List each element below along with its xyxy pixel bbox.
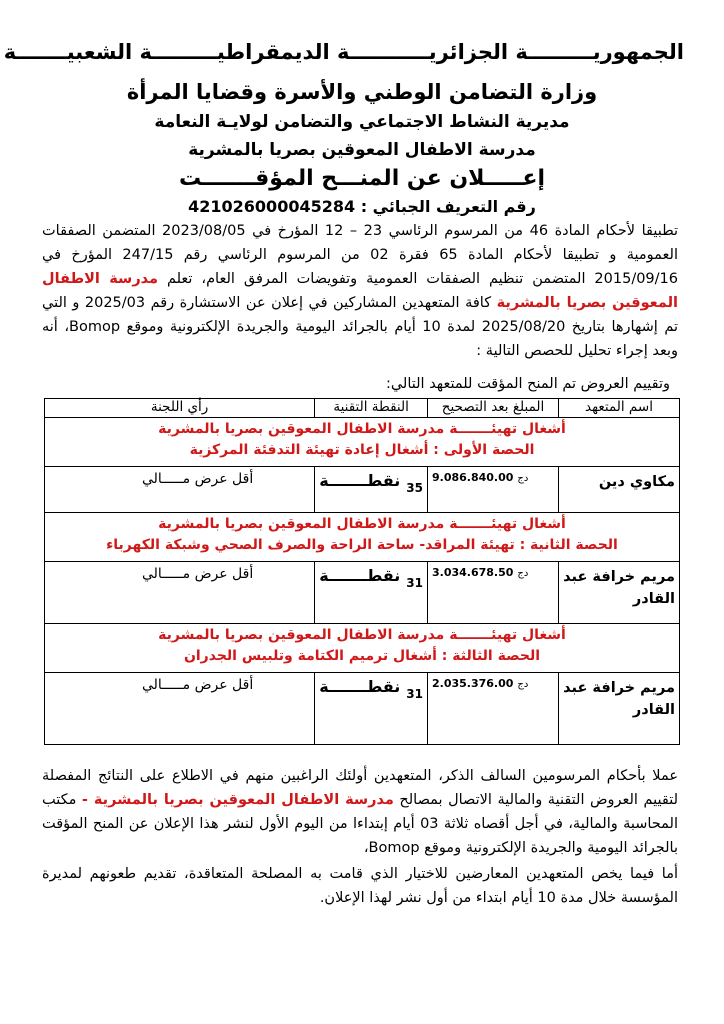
lot-1-currency: دج <box>517 473 529 484</box>
lot-2-name: الحصة الثانية : تهيئة المراقد- ساحة الراحة والصرف الصحي وشبكة الكهرباء <box>106 537 618 553</box>
lot-3-opinion: أقل عرض مـــــالي <box>45 673 315 745</box>
school-heading: مدرسة الاطفال المعوقين بصريا بالمشرية <box>188 140 536 160</box>
tax-id: رقم التعريف الجبائي : 421026000045284 <box>188 197 536 216</box>
table-row <box>45 562 680 624</box>
lot-2-opinion: أقل عرض مـــــالي <box>45 562 315 624</box>
directorate-heading: مديرية النشاط الاجتماعي والتضامن لولايـة النعامة <box>154 112 570 132</box>
lot-1-title <box>45 418 680 467</box>
lot-2-currency: دج <box>517 568 529 579</box>
lot-1-score-word: نقطـــــــة <box>319 471 401 490</box>
intro-text-2: كافة المتعهدين المشاركين في إعلان عن الاستشارة رقم 2025/03 و التي تم إشهارها بتاريخ 2025/08/20 لمدة 10 أيام بالجرائد اليومية والجريدة الإلكترونية وموقع Bomop، أنه وبعد إجراء تحليل للحصص التالية : <box>42 295 679 359</box>
header-score: النقطة التقنية <box>315 399 428 418</box>
outro-school-name: مدرسة الاطفال المعوقين بصريا بالمشرية - <box>81 792 394 808</box>
objection-paragraph: أما فيما يخص المتعهدين المعارضين للاختيار الذي قامت به المصلحة المتعاقدة، تقديم طعونهم لمديرة المؤسسة خلال مدة 10 أيام ابتداء من أول نشر لهذا الإعلان. <box>42 866 678 906</box>
lot-3-currency: دج <box>517 679 529 690</box>
lot-1-score-cell <box>315 467 428 513</box>
lot-2-bidder: مريم خرافة عبد القادر <box>559 562 680 624</box>
lot-3-score: 31 <box>406 687 423 701</box>
lot-2-title-row <box>45 513 680 562</box>
lot-2-amount-cell <box>428 562 559 624</box>
table-row <box>45 467 680 513</box>
lot-1-title-row <box>45 418 680 467</box>
lot-1-name: الحصة الأولى : أشغال إعادة تهيئة التدفئة المركزية <box>189 442 535 458</box>
lot-3-amount-cell <box>428 673 559 745</box>
lot-3-title <box>45 624 680 673</box>
lot-3-bidder: مريم خرافة عبد القادر <box>559 673 680 745</box>
evaluation-line: وتقييم العروض تم المنح المؤقت للمتعهد التالي: <box>385 376 670 392</box>
lot-3-project: أشغال تهيئـــــــة مدرسة الاطفال المعوقين بصريا بالمشرية <box>158 627 566 643</box>
announcement-title: إعـــــلان عن المنـــح المؤقـــــــت <box>178 166 546 191</box>
header-amount: المبلغ بعد التصحيح <box>428 399 559 418</box>
lot-3-amount: 2.035.376.00 <box>432 677 514 690</box>
lot-2-project: أشغال تهيئـــــــة مدرسة الاطفال المعوقين بصريا بالمشرية <box>158 516 566 532</box>
republic-heading: الجمهوريـــــــــة الجزائريـــــــــــة الديمقراطيـــــــــة الشعبيـــــــة <box>3 40 684 64</box>
outro-text-1: عملا بأحكام المرسومين السالف الذكر، المتعهدين أولئك الراغبين منهم في الاطلاع على النتائج المفصلة لتقييم العروض التقنية والمالية الاتصال بمصالح <box>42 768 678 808</box>
table-row <box>45 673 680 745</box>
lot-2-title <box>45 513 680 562</box>
lot-1-bidder: مكاوي دين <box>559 467 680 513</box>
lot-1-project: أشغال تهيئـــــــة مدرسة الاطفال المعوقين بصريا بالمشرية <box>158 421 566 437</box>
outro-text-2: مكتب المحاسبة والمالية، في أجل أقصاه ثلاثة 03 أيام إبتداءا من اليوم الأول لنشر هذا الإعلان عن المنح المؤقت بالجرائد اليومية والجريدة الإلكترونية وموقع Bomop، <box>42 792 678 856</box>
awards-table <box>44 398 680 745</box>
intro-text-1: تطبيقا لأحكام المادة 46 من المرسوم الرئاسي 23 – 12 المؤرخ في 2023/08/05 المتضمن الصفقات العمومية و تطبيقا لأحكام المادة 65 فقرة 02 من المرسوم الرئاسي رقم 247/15 المؤرخ في 2015/09/16 المتضمن تنظيم الصفقات العمومية وتفويضات المرفق العام، تعلم <box>42 223 678 287</box>
lot-3-score-cell <box>315 673 428 745</box>
lot-3-title-row <box>45 624 680 673</box>
lot-2-score: 31 <box>406 576 423 590</box>
intro-school-name: مدرسة الاطفال المعوقين بصريا بالمشرية <box>42 271 678 311</box>
lot-1-opinion: أقل عرض مـــــالي <box>45 467 315 513</box>
header-opinion: رأي اللجنة <box>45 399 315 418</box>
lot-1-amount-cell <box>428 467 559 513</box>
lot-2-score-cell <box>315 562 428 624</box>
ministry-heading: وزارة التضامن الوطني والأسرة وقضايا المرأة <box>126 80 598 104</box>
lot-3-score-word: نقطـــــــة <box>319 677 401 696</box>
header-bidder: اسم المتعهد <box>559 399 680 418</box>
lot-1-amount: 9.086.840.00 <box>432 471 514 484</box>
lot-3-name: الحصة الثالثة : أشغال ترميم الكتامة وتلبيس الجدران <box>183 648 541 664</box>
intro-paragraph <box>42 219 678 363</box>
lot-1-score: 35 <box>406 481 423 495</box>
outro-paragraph <box>42 764 678 860</box>
table-header-row <box>45 399 680 418</box>
lot-2-amount: 3.034.678.50 <box>432 566 514 579</box>
lot-2-score-word: نقطـــــــة <box>319 566 401 585</box>
